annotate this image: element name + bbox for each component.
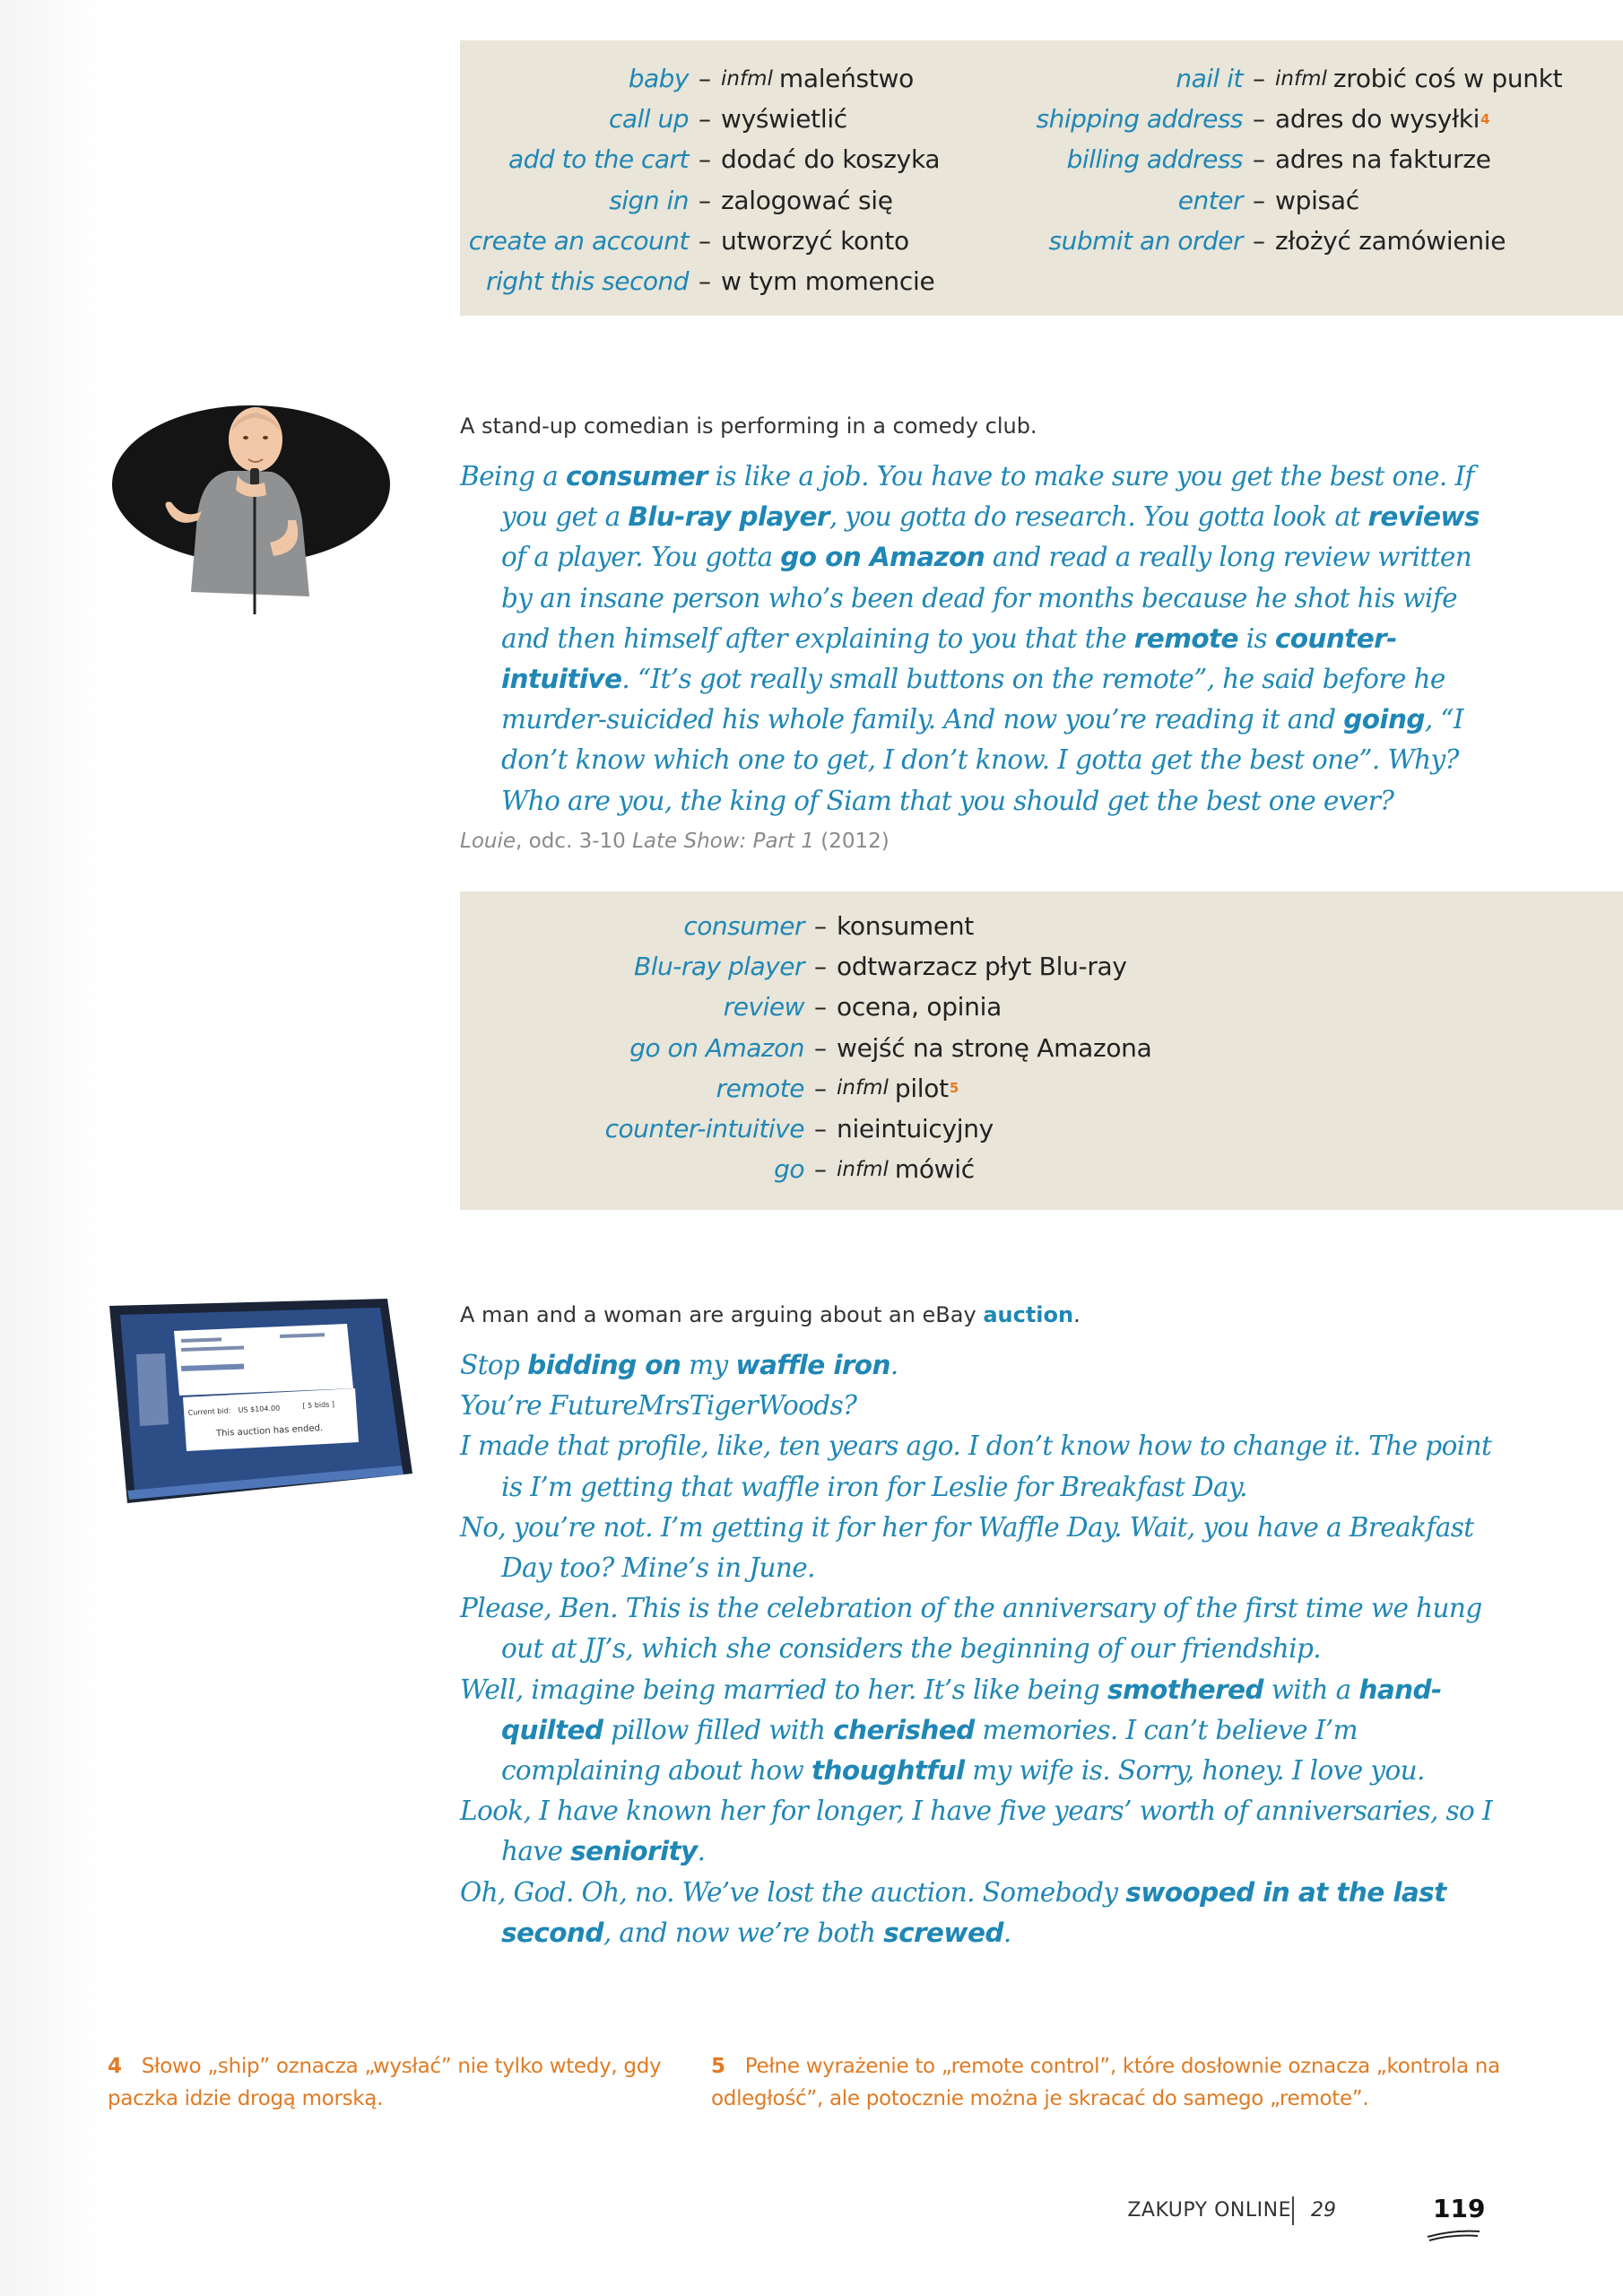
- dialogue-line: [460, 1588, 1500, 1669]
- vocab-highlight: reviews: [1367, 501, 1480, 533]
- dialogue-text: is: [1237, 622, 1275, 654]
- vocab-dash: –: [699, 64, 711, 94]
- dialogue-text: Please, Ben. This is the celebration of the anniversary of the first time we hung out at JJ’s, which she considers the beginning of our friendship.: [460, 1593, 1482, 1665]
- vocab-term: right this second: [485, 266, 689, 297]
- vocab-column-right: [1034, 58, 1562, 261]
- vocab-highlight: cherished: [833, 1714, 975, 1745]
- dialogue-text: my: [681, 1350, 736, 1380]
- vocab-box-2: [460, 891, 1623, 1210]
- caption-text: A man and a woman are arguing about an eBay: [460, 1302, 984, 1327]
- running-head: ZAKUPY ONLINE: [1127, 2199, 1291, 2222]
- page-flourish: [1426, 2228, 1481, 2242]
- source-mid: , odc. 3-10: [516, 830, 633, 853]
- vocab-term: review: [723, 992, 804, 1022]
- dialogue-text: , you gotta do research. You gotta look at: [829, 501, 1368, 533]
- vocab-entry: [460, 906, 1151, 946]
- vocab-entry: [1034, 58, 1562, 99]
- vocab-entry: [460, 987, 1151, 1027]
- vocab-definition: wyświetlić: [721, 104, 847, 135]
- footnote-number: 5: [711, 2055, 725, 2078]
- vocab-dash: –: [699, 225, 711, 256]
- footnote-text: Słowo „ship” oznacza „wysłać” nie tylko wtedy, gdy paczka idzie drogą morską.: [108, 2055, 662, 2110]
- chapter-number: 29: [1311, 2199, 1336, 2222]
- vocab-highlight: Blu-ray player: [628, 501, 829, 533]
- vocab-dash: –: [814, 1114, 827, 1144]
- footnote-text: Pełne wyrażenie to „remote control”, które dosłownie oznacza „kontrola na odległość”, ale potocznie można je skracać do samego „remote”.: [711, 2055, 1500, 2110]
- dialogue-text: pillow filled with: [603, 1714, 834, 1745]
- vocab-term: go: [774, 1154, 804, 1185]
- register-tag: infml: [1275, 66, 1327, 91]
- vocab-box-1: [460, 40, 1623, 316]
- vocab-definition: wejść na stronę Amazona: [837, 1032, 1152, 1063]
- vocab-term: add to the cart: [508, 144, 689, 175]
- vocab-definition: zalogować się: [721, 185, 893, 215]
- vocab-definition: odtwarzacz płyt Blu-ray: [837, 952, 1127, 982]
- dialogue-text: .: [1002, 1917, 1011, 1948]
- scene2-dialogue: [460, 1345, 1500, 1953]
- vocab-dash: –: [814, 1073, 827, 1103]
- dialogue-text: memories. I can’t believe I’m complaining about how: [501, 1714, 1358, 1787]
- comedian-illustration: [112, 395, 399, 614]
- vocab-term: call up: [608, 104, 689, 135]
- vocab-term: billing address: [1066, 144, 1243, 175]
- vocab-entry: [460, 139, 940, 179]
- dialogue-text: and read a really long review written by an insane person who’s been dead for months because he shot his wife and then himself after explaining to you that the: [501, 542, 1472, 654]
- dialogue-text: .: [890, 1350, 898, 1380]
- vocab-highlight: seniority: [570, 1836, 698, 1867]
- vocab-entry: [460, 1068, 1151, 1109]
- vocab-entry: [460, 1028, 1151, 1068]
- vocab-dash: –: [1253, 225, 1265, 256]
- dialogue-line: [460, 1345, 1500, 1386]
- vocab-entry: [460, 58, 940, 99]
- scene1-caption: A stand-up comedian is performing in a comedy club.: [460, 413, 1037, 439]
- bid-value: US $104.00: [238, 1404, 281, 1414]
- vocab-term: Blu-ray player: [634, 952, 804, 982]
- vocab-definition: adres na fakturze: [1275, 144, 1491, 175]
- footnote-4: [108, 2050, 681, 2115]
- vocab-definition: zrobić coś w punkt: [1332, 64, 1563, 94]
- vocab-definition: w tym momencie: [721, 266, 935, 297]
- vocab-entry: [460, 99, 940, 139]
- vocab-dash: –: [699, 144, 711, 175]
- vocab-entry: [1034, 139, 1562, 179]
- dialogue-line: [460, 1791, 1500, 1872]
- vocab-definition: wpisać: [1275, 185, 1359, 215]
- vocab-dash: –: [1253, 64, 1265, 94]
- dialogue-text: with a: [1263, 1674, 1359, 1705]
- vocab-entry: [460, 261, 940, 301]
- vocab-highlight: counter-intuitive: [501, 622, 1397, 695]
- dialogue-text: my wife is. Sorry, honey. I love you.: [964, 1755, 1425, 1787]
- dialogue-line: [460, 1873, 1500, 1953]
- vocab-term: baby: [628, 64, 689, 94]
- footnote-marker: 5: [949, 1080, 959, 1097]
- auction-tablet-illustration: [109, 1299, 414, 1512]
- scene1-source: [460, 830, 890, 853]
- vocab-term: sign in: [609, 185, 689, 215]
- vocab-dash: –: [814, 1032, 827, 1063]
- footnote-marker: 4: [1480, 110, 1490, 127]
- vocab-dash: –: [699, 266, 711, 297]
- dialogue-text: You’re FutureMrsTigerWoods?: [460, 1390, 857, 1422]
- vocab-dash: –: [814, 992, 827, 1022]
- caption-accent-word: auction: [983, 1302, 1074, 1327]
- vocab-term: submit an order: [1048, 225, 1243, 256]
- vocab-dash: –: [814, 911, 827, 942]
- bid-label: Current bid:: [187, 1406, 231, 1417]
- register-tag: infml: [721, 66, 773, 91]
- source-title: Louie: [460, 830, 516, 853]
- vocab-highlight: screwed: [883, 1917, 1003, 1948]
- source-episode: Late Show: Part 1: [632, 830, 814, 853]
- caption-end: .: [1073, 1302, 1081, 1327]
- vocab-column: [460, 906, 1151, 1189]
- dialogue-text: .: [697, 1836, 706, 1867]
- vocab-highlight: consumer: [566, 461, 707, 491]
- dialogue-line: [460, 1508, 1500, 1588]
- dialogue-text: Look, I have known her for longer, I have five years’ worth of anniversaries, so I have: [460, 1796, 1493, 1867]
- vocab-term: counter-intuitive: [604, 1114, 804, 1144]
- dialogue-text: . “It’s got really small buttons on the remote”, he said before he murder-suicided his whole family. And now you’re reading it and: [501, 664, 1445, 735]
- vocab-term: enter: [1177, 185, 1243, 215]
- vocab-definition: ocena, opinia: [837, 992, 1002, 1022]
- vocab-term: nail it: [1176, 64, 1243, 94]
- vocab-term: create an account: [468, 225, 689, 256]
- dialogue-text: No, you’re not. I’m getting it for her for Waffle Day. Wait, you have a Breakfast Day too? Mine’s in June.: [460, 1511, 1474, 1584]
- dialogue-text: Stop: [460, 1350, 528, 1380]
- vocab-definition: adres do wysyłki: [1275, 104, 1480, 135]
- page-number: 119: [1433, 2194, 1486, 2223]
- source-year: (2012): [813, 830, 890, 853]
- dialogue-text: of a player. You gotta: [501, 542, 781, 573]
- page-edge-shade: [0, 0, 103, 2296]
- vocab-entry: [460, 1109, 1151, 1149]
- dialogue-text: , and now we’re both: [603, 1917, 884, 1948]
- vocab-dash: –: [699, 185, 711, 215]
- vocab-dash: –: [1253, 104, 1265, 135]
- vocab-dash: –: [814, 1154, 827, 1185]
- vocab-entry: [460, 946, 1151, 987]
- vocab-term: remote: [716, 1073, 804, 1103]
- vocab-definition: dodać do koszyka: [721, 144, 941, 175]
- vocab-column-left: [460, 58, 940, 301]
- vocab-dash: –: [1253, 144, 1265, 175]
- dialogue-text: Well, imagine being married to her. It’s like being: [460, 1674, 1107, 1705]
- vocab-definition: złożyć zamówienie: [1275, 225, 1506, 256]
- vocab-highlight: thoughtful: [811, 1755, 965, 1787]
- vocab-term: shipping address: [1036, 104, 1243, 135]
- vocab-dash: –: [1253, 185, 1265, 215]
- bid-count: [ 5 bids ]: [302, 1400, 335, 1411]
- vocab-highlight: smothered: [1107, 1674, 1263, 1705]
- vocab-definition: utworzyć konto: [721, 225, 909, 256]
- footnote-5: [711, 2050, 1500, 2115]
- dialogue-text: I made that profile, like, ten years ago. I don’t know how to change it. The point is I’m getting that waffle iron for Leslie for Breakfast Day.: [460, 1431, 1492, 1502]
- vocab-definition: maleństwo: [778, 64, 914, 94]
- vocab-entry: [460, 221, 940, 261]
- dialogue-line: [460, 457, 1500, 822]
- vocab-definition: nieintuicyjny: [837, 1114, 994, 1144]
- register-tag: infml: [837, 1157, 889, 1181]
- vocab-term: consumer: [683, 911, 804, 942]
- dialogue-line: [460, 1426, 1500, 1507]
- vocab-definition: konsument: [837, 911, 974, 942]
- dialogue-line: [460, 1386, 1500, 1426]
- vocab-entry: [1034, 99, 1562, 139]
- vocab-highlight: remote: [1133, 622, 1238, 654]
- footer-separator: [1292, 2196, 1294, 2225]
- dialogue-text: Oh, God. Oh, no. We’ve lost the auction. Somebody: [460, 1876, 1126, 1908]
- vocab-definition: pilot: [894, 1073, 949, 1103]
- vocab-entry: [460, 180, 940, 221]
- vocab-entry: [1034, 221, 1562, 261]
- vocab-highlight: swooped in at the last second: [501, 1876, 1446, 1948]
- scene2-caption: [460, 1302, 1081, 1327]
- vocab-highlight: waffle iron: [735, 1350, 890, 1380]
- vocab-highlight: hand-quilted: [501, 1674, 1442, 1745]
- vocab-highlight: going: [1343, 704, 1425, 735]
- vocab-highlight: bidding on: [527, 1350, 681, 1380]
- footnote-number: 4: [108, 2055, 122, 2078]
- vocab-term: go on Amazon: [629, 1032, 804, 1063]
- dialogue-text: Being a: [460, 461, 566, 491]
- register-tag: infml: [837, 1076, 889, 1100]
- vocab-definition: mówić: [894, 1154, 975, 1185]
- auction-ended-text: This auction has ended.: [215, 1422, 324, 1439]
- dialogue-line: [460, 1670, 1500, 1792]
- vocab-dash: –: [699, 104, 711, 135]
- vocab-entry: [1034, 180, 1562, 221]
- vocab-highlight: go on Amazon: [780, 542, 985, 573]
- vocab-entry: [460, 1149, 1151, 1189]
- scene1-dialogue: [460, 457, 1500, 822]
- dialogue-text: , “I don’t know which one to get, I don’t know. I gotta get the best one”. Why? Who are you, the king of Siam that you should get the best one ever?: [501, 704, 1463, 816]
- dialogue-text: is like a job. You have to make sure you get the best one. If you get a: [501, 461, 1474, 533]
- vocab-dash: –: [814, 952, 827, 982]
